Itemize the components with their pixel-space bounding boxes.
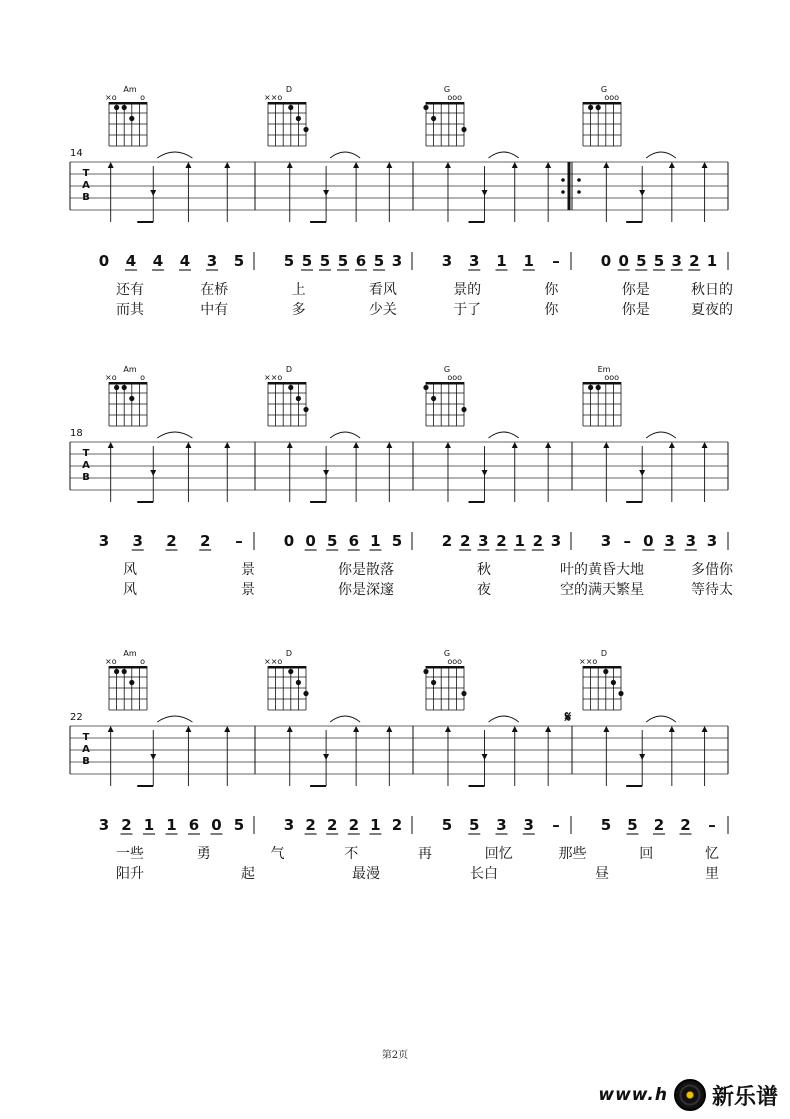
chord-diagram [105, 365, 147, 426]
tab-letter: T [82, 448, 90, 459]
lyric-line-1: 勇 [196, 846, 211, 862]
measure-number: 14 [70, 148, 83, 159]
up-arrow [669, 162, 675, 168]
up-arrow [512, 162, 518, 168]
lyric-line-2: 阳升 [116, 866, 144, 882]
jianpu-note: 5 [301, 252, 313, 270]
finger-dot [288, 385, 293, 390]
jianpu-note: 5 [627, 816, 638, 834]
tie-arc [157, 716, 192, 722]
jianpu-note: 2 [348, 816, 360, 834]
up-arrow [545, 162, 551, 168]
jianpu-note: 1 [370, 532, 381, 550]
down-arrow [150, 190, 156, 196]
finger-dot [588, 385, 593, 390]
tie-arc [489, 152, 519, 158]
lyric-line-1: 一些 [116, 846, 144, 862]
lyric-line-2: 里 [705, 866, 719, 882]
jianpu-note: 1 [370, 816, 381, 834]
up-arrow [287, 162, 293, 168]
chord-mute-marks: ××o [264, 657, 283, 666]
jianpu-note: 3 [600, 532, 612, 550]
vinyl-disc-icon [674, 1079, 706, 1111]
finger-dot [114, 669, 119, 674]
lyric-line-2: 风 [123, 582, 137, 598]
tie-arc [646, 152, 676, 158]
lyric-line-2: 少关 [368, 302, 397, 318]
page-number: 第2页 [381, 1050, 409, 1061]
chord-nut [109, 382, 147, 385]
chord-name: D [600, 649, 608, 658]
jianpu-note: 3 [706, 532, 718, 550]
jianpu-note: 1 [166, 816, 177, 834]
down-arrow [639, 470, 645, 476]
up-arrow [353, 162, 359, 168]
chord-diagram [105, 85, 147, 146]
lyric-line-2: 长白 [470, 866, 498, 882]
lyric-line-2: 你是深邃 [338, 582, 394, 598]
lyric-line-1: 秋 [477, 562, 491, 578]
up-arrow [445, 162, 451, 168]
jianpu-note: 0 [283, 532, 295, 550]
chord-nut [583, 102, 621, 105]
finger-dot [423, 669, 428, 674]
up-arrow [669, 442, 675, 448]
lyric-line-1: 还有 [116, 282, 144, 298]
finger-dot [296, 396, 301, 401]
lyric-line-2: 于了 [453, 302, 482, 318]
tab-letter: T [82, 168, 90, 179]
chord-open-marks: ooo [447, 373, 462, 382]
lyric-line-1: 那些 [558, 846, 587, 862]
lyric-line-1: 你是 [621, 282, 650, 298]
up-arrow [702, 442, 708, 448]
finger-dot [603, 669, 608, 674]
chord-diagram [264, 649, 309, 710]
chord-name: D [285, 649, 293, 658]
chord-open-marks: ooo [604, 93, 619, 102]
up-arrow [108, 442, 114, 448]
chord-open-marks: o [140, 373, 145, 382]
lyric-line-2: 你 [544, 302, 559, 318]
lyric-line-2: 等待太 [691, 582, 733, 598]
jianpu-note: 3 [98, 532, 110, 550]
finger-dot [431, 116, 436, 121]
jianpu-note: 1 [143, 816, 155, 834]
lyric-line-2: 昼 [595, 866, 609, 882]
jianpu-note: – [708, 816, 716, 834]
lyric-line-2: 夜 [477, 582, 491, 598]
finger-dot [423, 385, 428, 390]
lyric-line-1: 忆 [705, 846, 719, 862]
chord-mute-marks: ××o [579, 657, 598, 666]
jianpu-note: 5 [373, 252, 385, 270]
up-arrow [108, 726, 114, 732]
chord-open-marks: o [140, 657, 145, 666]
up-arrow [603, 726, 609, 732]
up-arrow [224, 442, 230, 448]
lyric-line-2: 中有 [200, 302, 229, 318]
jianpu-note: 2 [459, 532, 471, 550]
finger-dot [114, 105, 119, 110]
lyric-line-1: 秋日的 [691, 282, 733, 298]
up-arrow [545, 726, 551, 732]
lyric-line-1: 气 [270, 846, 285, 862]
jianpu-note: 2 [305, 816, 316, 834]
finger-dot [296, 116, 301, 121]
lyric-line-2: 空的满天繁星 [560, 582, 644, 598]
lyric-line-1: 再 [418, 846, 432, 862]
jianpu-note: 2 [200, 532, 211, 550]
jianpu-note: 2 [166, 532, 177, 550]
chord-open-marks: o [140, 93, 145, 102]
jianpu-note: 5 [319, 252, 331, 270]
jianpu-note: 0 [305, 532, 316, 550]
up-arrow [386, 726, 392, 732]
jianpu-note: 0 [98, 252, 110, 270]
down-arrow [323, 754, 329, 760]
chord-nut [268, 382, 306, 385]
up-arrow [512, 442, 518, 448]
finger-dot [303, 691, 308, 696]
jianpu-note: 3 [391, 252, 403, 270]
finger-dot [423, 105, 428, 110]
jianpu-note: 2 [121, 816, 132, 834]
jianpu-note: 2 [653, 816, 665, 834]
lyric-line-1: 上 [291, 282, 306, 298]
up-arrow [287, 442, 293, 448]
jianpu-note: 5 [337, 252, 349, 270]
finger-dot [461, 127, 466, 132]
measure-number: 18 [70, 428, 83, 439]
footer-url: www.h [598, 1085, 668, 1105]
repeat-dot [577, 190, 581, 194]
lyric-line-2: 多 [291, 302, 306, 318]
finger-dot [122, 385, 127, 390]
up-arrow [386, 162, 392, 168]
lyric-line-2: 而其 [116, 302, 144, 318]
chord-open-marks: ooo [447, 657, 462, 666]
tab-letter: A [82, 460, 90, 471]
chord-diagram [579, 649, 624, 710]
jianpu-note: 5 [391, 532, 403, 550]
jianpu-note: 1 [523, 252, 534, 270]
jianpu-note: 3 [132, 532, 143, 550]
jianpu-note: 5 [441, 816, 453, 834]
jianpu-note: 3 [441, 252, 453, 270]
up-arrow [353, 442, 359, 448]
jianpu-note: 2 [441, 532, 453, 550]
jianpu-note: 1 [706, 252, 718, 270]
jianpu-note: 3 [550, 532, 562, 550]
jianpu-note: 1 [496, 252, 507, 270]
chord-name: D [285, 85, 293, 94]
jianpu-note: 3 [283, 816, 295, 834]
lyric-line-2: 起 [241, 866, 255, 882]
tab-letter: B [82, 192, 90, 203]
finger-dot [129, 396, 134, 401]
chord-open-marks: ooo [447, 93, 462, 102]
jianpu-note: 2 [326, 816, 338, 834]
jianpu-note: 5 [233, 252, 245, 270]
jianpu-note: 3 [496, 816, 507, 834]
tie-arc [489, 432, 519, 438]
chord-name: G [443, 649, 451, 658]
measure-number: 22 [70, 712, 83, 723]
finger-dot [122, 669, 127, 674]
jianpu-note: 5 [283, 252, 295, 270]
finger-dot [431, 396, 436, 401]
chord-name: G [443, 85, 451, 94]
footer-logo [598, 1078, 778, 1112]
chord-diagram [583, 85, 621, 146]
chord-name: Em [597, 365, 611, 374]
up-arrow [512, 726, 518, 732]
chord-diagram [423, 365, 466, 426]
chord-diagram [423, 649, 466, 710]
down-arrow [639, 190, 645, 196]
lyric-line-1: 风 [123, 562, 137, 578]
up-arrow [603, 442, 609, 448]
jianpu-note: 3 [478, 532, 489, 550]
chord-name: G [600, 85, 608, 94]
jianpu-note: 0 [211, 816, 222, 834]
jianpu-note: 0 [643, 532, 654, 550]
chord-name: D [285, 365, 293, 374]
jianpu-note: 4 [179, 252, 191, 270]
chord-diagram [423, 85, 466, 146]
tab-letter: A [82, 744, 90, 755]
finger-dot [431, 680, 436, 685]
finger-dot [288, 669, 293, 674]
jianpu-note: 4 [152, 252, 164, 270]
chord-nut [426, 102, 464, 105]
chord-name: Am [123, 365, 137, 374]
finger-dot [114, 385, 119, 390]
tab-letter: B [82, 472, 90, 483]
finger-dot [611, 680, 616, 685]
footer-brand: 新乐谱 [711, 1084, 778, 1110]
jianpu-note: 6 [348, 532, 360, 550]
tie-arc [157, 152, 192, 158]
jianpu-note: 2 [496, 532, 507, 550]
jianpu-note: – [623, 532, 631, 550]
jianpu-note: 0 [618, 252, 629, 270]
chord-nut [109, 102, 147, 105]
jianpu-note: – [235, 532, 243, 550]
finger-dot [122, 105, 127, 110]
jianpu-note: 3 [206, 252, 218, 270]
finger-dot [596, 385, 601, 390]
finger-dot [461, 407, 466, 412]
up-arrow [702, 162, 708, 168]
tie-arc [330, 432, 360, 438]
down-arrow [150, 470, 156, 476]
jianpu-note: – [552, 816, 560, 834]
finger-dot [303, 127, 308, 132]
jianpu-note: 5 [233, 816, 245, 834]
tie-arc [157, 432, 192, 438]
system-1 [70, 85, 733, 318]
lyric-line-1: 不 [344, 846, 359, 862]
finger-dot [296, 680, 301, 685]
lyric-line-1: 多借你 [691, 562, 733, 578]
chord-name: Am [123, 85, 137, 94]
system-2 [70, 365, 734, 598]
chord-nut [583, 382, 621, 385]
finger-dot [288, 105, 293, 110]
lyric-line-1: 看风 [368, 282, 397, 298]
up-arrow [224, 162, 230, 168]
chord-mute-marks: ×o [105, 373, 117, 382]
jianpu-note: 3 [98, 816, 110, 834]
lyric-line-1: 回 [639, 846, 654, 862]
up-arrow [545, 442, 551, 448]
finger-dot [618, 691, 623, 696]
lyric-line-2: 夏夜的 [691, 302, 733, 318]
chord-diagram [264, 85, 309, 146]
chord-nut [268, 102, 306, 105]
down-arrow [482, 190, 488, 196]
finger-dot [129, 680, 134, 685]
jianpu-note: 5 [326, 532, 338, 550]
up-arrow [386, 442, 392, 448]
jianpu-note: 3 [664, 532, 675, 550]
lyric-line-2: 你是 [621, 302, 650, 318]
jianpu-note: 5 [653, 252, 665, 270]
chord-mute-marks: ××o [264, 93, 283, 102]
jianpu-note: 2 [391, 816, 403, 834]
down-arrow [150, 754, 156, 760]
system-3 [70, 649, 728, 882]
jianpu-note: 5 [469, 816, 480, 834]
lyric-line-1: 回忆 [484, 846, 513, 862]
repeat-dot [561, 190, 565, 194]
finger-dot [588, 105, 593, 110]
up-arrow [702, 726, 708, 732]
up-arrow [224, 726, 230, 732]
tab-letter: T [82, 732, 90, 743]
chord-diagram [264, 365, 309, 426]
chord-nut [583, 666, 621, 669]
jianpu-note: 6 [355, 252, 367, 270]
jianpu-note: 2 [680, 816, 691, 834]
up-arrow [185, 726, 191, 732]
chord-open-marks: ooo [604, 373, 619, 382]
chord-mute-marks: ××o [264, 373, 283, 382]
up-arrow [287, 726, 293, 732]
chord-nut [426, 666, 464, 669]
finger-dot [303, 407, 308, 412]
jianpu-note: 6 [188, 816, 200, 834]
segno-sign: 𝄋 [564, 708, 572, 726]
down-arrow [639, 754, 645, 760]
lyric-line-1: 景的 [453, 282, 482, 298]
finger-dot [129, 116, 134, 121]
jianpu-note: 2 [532, 532, 544, 550]
up-arrow [603, 162, 609, 168]
tab-letter: A [82, 180, 90, 191]
up-arrow [108, 162, 114, 168]
jianpu-note: 0 [600, 252, 612, 270]
chord-diagram [583, 365, 621, 426]
up-arrow [185, 162, 191, 168]
lyric-line-2: 景 [241, 582, 255, 598]
repeat-dot [561, 178, 565, 182]
lyric-line-1: 叶的黄昏大地 [560, 562, 644, 578]
tie-arc [646, 432, 676, 438]
tie-arc [330, 716, 360, 722]
jianpu-note: 3 [469, 252, 480, 270]
chord-diagram [105, 649, 147, 710]
tie-arc [646, 716, 676, 722]
up-arrow [185, 442, 191, 448]
repeat-dot [577, 178, 581, 182]
up-arrow [669, 726, 675, 732]
jianpu-note: 3 [685, 532, 697, 550]
down-arrow [323, 190, 329, 196]
lyric-line-1: 你 [544, 282, 559, 298]
lyric-line-1: 在桥 [200, 282, 229, 298]
down-arrow [323, 470, 329, 476]
up-arrow [445, 726, 451, 732]
jianpu-note: 1 [514, 532, 525, 550]
jianpu-note: 3 [671, 252, 682, 270]
tie-arc [489, 716, 519, 722]
chord-mute-marks: ×o [105, 657, 117, 666]
down-arrow [482, 470, 488, 476]
down-arrow [482, 754, 488, 760]
chord-name: G [443, 365, 451, 374]
lyric-line-1: 景 [241, 562, 255, 578]
jianpu-note: – [552, 252, 560, 270]
jianpu-note: 2 [689, 252, 700, 270]
lyric-line-1: 你是散落 [338, 562, 394, 578]
lyric-line-2: 最漫 [352, 866, 380, 882]
chord-mute-marks: ×o [105, 93, 117, 102]
jianpu-note: 3 [523, 816, 534, 834]
up-arrow [353, 726, 359, 732]
finger-dot [596, 105, 601, 110]
tie-arc [330, 152, 360, 158]
tab-letter: B [82, 756, 90, 767]
up-arrow [445, 442, 451, 448]
chord-nut [268, 666, 306, 669]
jianpu-note: 5 [636, 252, 647, 270]
chord-name: Am [123, 649, 137, 658]
jianpu-note: 5 [600, 816, 612, 834]
finger-dot [461, 691, 466, 696]
chord-nut [426, 382, 464, 385]
jianpu-note: 4 [125, 252, 137, 270]
chord-nut [109, 666, 147, 669]
